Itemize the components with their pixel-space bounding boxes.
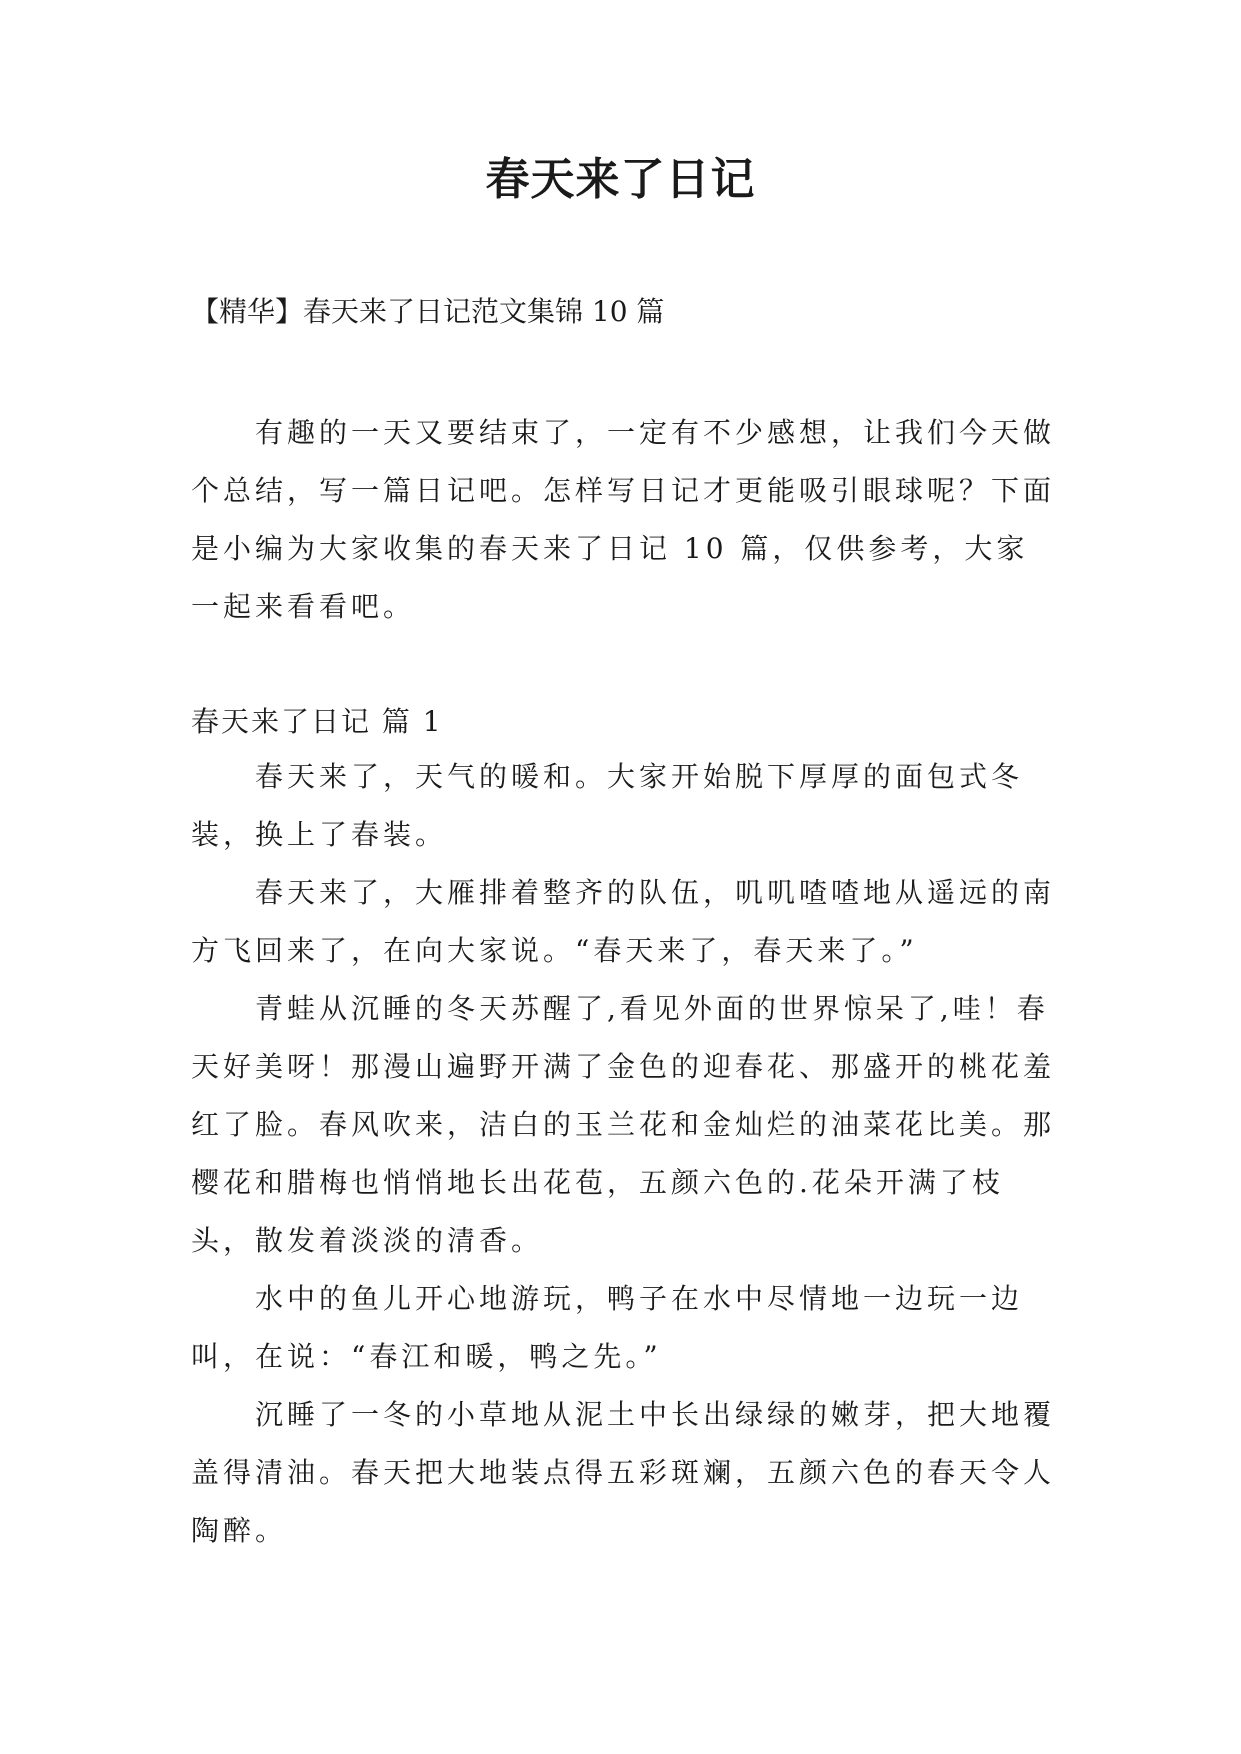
article-body bbox=[191, 748, 1059, 1560]
article-paragraph-3: 青蛙从沉睡的冬天苏醒了,看见外面的世界惊呆了,哇！春天好美呀！那漫山遍野开满了金色的迎春花、那盛开的桃花羞红了脸。春风吹来，洁白的玉兰花和金灿烂的油菜花比美。那樱花和腊梅也悄悄地长出花苞，五颜六色的.花朵开满了枝头，散发着淡淡的清香。 bbox=[191, 992, 1056, 1257]
section-heading: 春天来了日记 篇 1 bbox=[191, 705, 443, 738]
article-paragraph-2: 春天来了，大雁排着整齐的队伍，叽叽喳喳地从遥远的南方飞回来了，在向大家说。“春天来了，春天来了。” bbox=[191, 876, 1056, 967]
article-paragraph-4: 水中的鱼儿开心地游玩，鸭子在水中尽情地一边玩一边叫，在说：“春江和暖，鸭之先。” bbox=[191, 1282, 1024, 1373]
document-title: 春天来了日记 bbox=[485, 154, 756, 205]
article-paragraph-5: 沉睡了一冬的小草地从泥土中长出绿绿的嫩芽，把大地覆盖得清油。春天把大地装点得五彩斑斓，五颜六色的春天令人陶醉。 bbox=[191, 1398, 1056, 1547]
intro-paragraph: 有趣的一天又要结束了，一定有不少感想，让我们今天做个总结，写一篇日记吧。怎样写日记才更能吸引眼球呢？下面是小编为大家收集的春天来了日记 10 篇，仅供参考，大家一起来看看吧。 bbox=[191, 416, 1056, 623]
intro-section bbox=[191, 404, 1059, 636]
document-subtitle: 【精华】春天来了日记范文集锦 10 篇 bbox=[191, 295, 665, 328]
article-paragraph-1: 春天来了，天气的暖和。大家开始脱下厚厚的面包式冬装，换上了春装。 bbox=[191, 760, 1024, 851]
